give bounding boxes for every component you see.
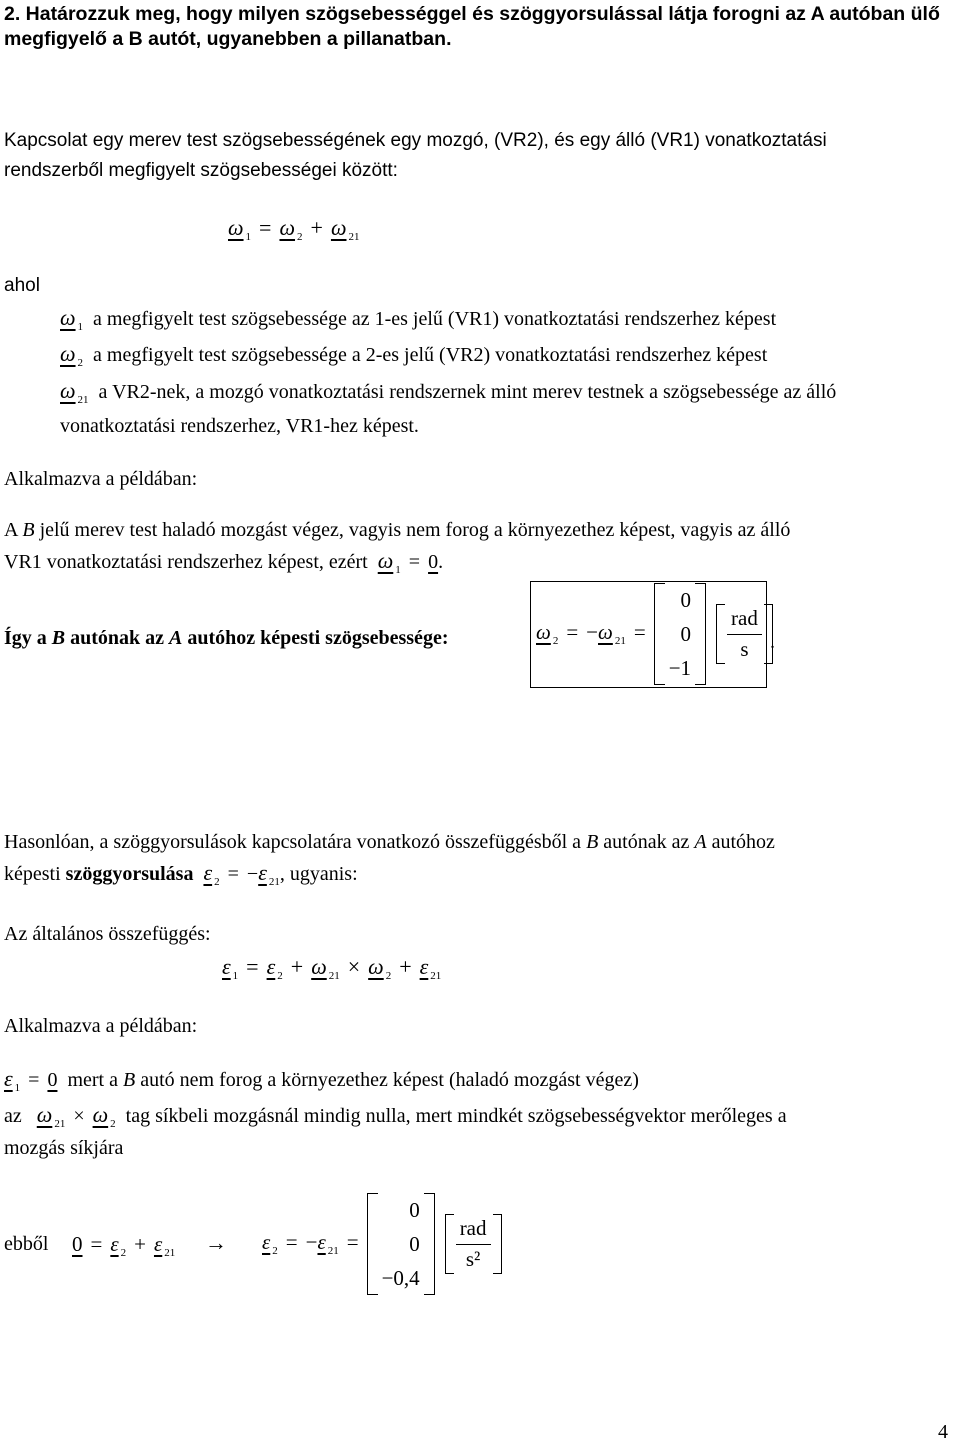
b-paragraph-line-2: VR1 vonatkoztatási rendszerhez képest, ezért ω $_1$ = 0. [4, 548, 444, 576]
cross-term-line: az ω $_{21}$ × ω $_2$ tag síkbeli mozgásnál mindig nulla, mert mindkét szögsebességvektor merőleges a [4, 1102, 787, 1130]
page-number: 4 [938, 1421, 948, 1443]
omega-result-equation: ω $_2$ = −ω $_{21}$ = 0 0 −1 $\frac{\text{rad}}{s}$ [536, 583, 773, 685]
alkalmazva-label-2: Alkalmazva a példában: [4, 1015, 198, 1037]
hasonloan-line-1: Hasonlóan, a szöggyorsulások kapcsolatára vonatkozó összefüggésből a B autónak az A autóhoz [4, 831, 775, 853]
definition-omega1: ω $_1$ a megfigyelt test szögsebessége az 1-es jelű (VR1) vonatkoztatási rendszerhez képest [60, 305, 777, 333]
omega-result-period: . [770, 631, 775, 653]
intro-line-1: Kapcsolat egy merev test szögsebességének egy mozgó, (VR2), és egy álló (VR1) vonatkoztatási [4, 130, 827, 151]
epsilon-result-equation: ε $_2$ = −ε $_{21}$ = 0 0 −0,4 $\frac{\text{rad}}{\text{s²}}$ [262, 1193, 502, 1295]
definition-omega21-cont: vonatkoztatási rendszerhez, VR1-hez képest. [60, 415, 419, 437]
definition-omega1-text: a megfigyelt test szögsebessége az 1-es jelű (VR1) vonatkoztatási rendszerhez képest [93, 308, 777, 330]
ebbol-label: ebből [4, 1233, 49, 1255]
hasonloan-line-2: képesti szöggyorsulása ε $_2$ = −ε $_{21}$, ugyanis: [4, 860, 358, 888]
definition-omega21-text: a VR2-nek, a mozgó vonatkoztatási rendszernek mint merev testnek a szögsebessége az álló [98, 381, 837, 403]
definition-omega2-text: a megfigyelt test szögsebessége a 2-es jelű (VR2) vonatkoztatási rendszerhez képest [93, 344, 768, 366]
epsilon-general-equation: ε $_1$ = ε $_2$ + ω $_{21}$ × ω $_2$ + ε $_{21}$ [222, 954, 442, 982]
epsilon-sum-equation: 0 = ε $_2$ + ε $_{21}$ [72, 1232, 176, 1259]
omega-vector-matrix: 0 0 −1 [654, 583, 706, 685]
altalanos-label: Az általános összefüggés: [4, 923, 211, 945]
problem-heading: 2. Határozzuk meg, hogy milyen szögsebességgel és szöggyorsulással látja forogni az A autóban ülő megfigyelő a B autót, ugyanebben a pillanatban. [4, 3, 940, 51]
definition-omega2: ω $_2$ a megfigyelt test szögsebessége a 2-es jelű (VR2) vonatkoztatási rendszerhez képest [60, 341, 768, 369]
implies-arrow-icon: → [205, 1230, 227, 1255]
definition-omega21: ω $_{21}$ a VR2-nek, a mozgó vonatkoztatási rendszernek mint merev testnek a szögsebessége az álló [60, 378, 837, 406]
cross-term-line-2: mozgás síkjára [4, 1137, 124, 1159]
b-paragraph-line-1: A B jelű merev test haladó mozgást végez, vagyis nem forog a környezethez képest, vagyis az álló [4, 519, 791, 541]
epsilon-unit: $\frac{\text{rad}}{\text{s²}}$ [445, 1214, 502, 1273]
epsilon1-zero-line: ε $_1$ = 0 mert a B autó nem forog a környezethez képest (haladó mozgást végez) [4, 1066, 639, 1094]
epsilon-vector-matrix: 0 0 −0,4 [367, 1193, 435, 1295]
omega-relation-equation: ω $_1$ = ω $_2$ + ω $_{21}$ [228, 215, 360, 243]
ahol-label: ahol [4, 275, 40, 296]
alkalmazva-label-1: Alkalmazva a példában: [4, 468, 198, 490]
intro-line-2: rendszerből megfigyelt szögsebességei között: [4, 160, 398, 181]
igy-statement: Így a B autónak az A autóhoz képesti szögsebessége: [4, 627, 449, 649]
omega-unit: $\frac{\text{rad}}{s}$ [716, 604, 773, 663]
